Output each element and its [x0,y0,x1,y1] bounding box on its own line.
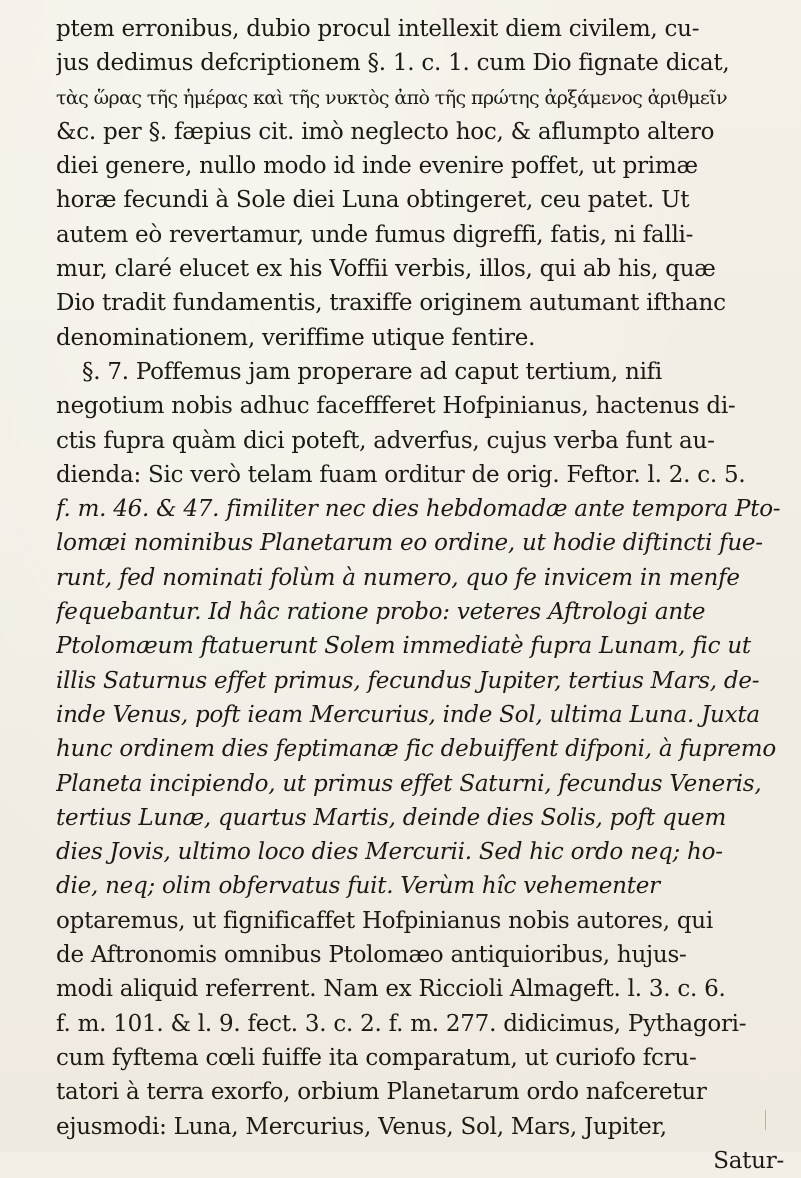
text-line-2: jus dedimus defcriptionem §. 1. c. 1. cum Dio fignate dicat, [56,50,730,77]
text-line-4: &c. per §. fæpius cit. imò neglecto hoc, & aflumpto altero [56,118,715,145]
text-line-24: tertius Lunæ, quartus Martis, deinde dies Solis, poft quem [56,804,726,831]
text-line-5: diei genere, nullo modo id inde evenire poffet, ut primæ [56,153,698,180]
text-line-26: die, neq; olim obfervatus fuit. Verùm hîc vehementer [56,873,660,900]
text-line-11-section: §. 7. Poffemus jam properare ad caput tertium, nifi [82,358,663,385]
text-line-3-greek: τὰς ὥρας τῆς ἡμέρας καὶ τῆς νυκτὸς ἀπὸ τῆς πρώτης ἀρξάμενος ἀριθμεῖν [56,86,727,109]
text-line-10: denominationem, veriffime utique fentire. [56,324,536,351]
text-line-29: modi aliquid referrent. Nam ex Riccioli Almageft. l. 3. c. 6. [56,976,726,1003]
text-line-17: runt, fed nominati folùm à numero, quo fe invicem in menfe [56,564,740,591]
text-line-33: ejusmodi: Luna, Mercurius, Venus, Sol, Mars, Jupiter, [56,1113,667,1140]
text-line-12: negotium nobis adhuc faceffferet Hofpinianus, hactenus di- [56,393,736,420]
text-line-32: tatori à terra exorfo, orbium Planetarum ordo nafceretur [56,1079,707,1106]
text-line-13: ctis fupra quàm dici poteft, adverfus, cujus verba funt au- [56,427,715,454]
text-line-27: optaremus, ut fignificaffet Hofpinianus nobis autores, qui [56,907,713,934]
text-line-14: dienda: Sic verò telam fuam orditur de orig. Feftor. l. 2. c. 5. [56,461,746,488]
text-line-9: Dio tradit fundamentis, traxiffe originem autumant ifthanc [56,290,726,317]
text-line-6: horæ fecundi à Sole diei Luna obtingeret, ceu patet. Ut [56,187,690,214]
text-line-30: f. m. 101. & l. 9. fect. 3. c. 2. f. m. 277. didicimus, Pythagori- [56,1010,747,1037]
text-line-19: Ptolomæum ftatuerunt Solem immediatè fupra Lunam, fic ut [56,633,751,660]
text-line-15: f. m. 46. & 47. fimiliter nec dies hebdomadæ ante tempora Pto- [56,496,781,523]
text-line-8: mur, claré elucet ex his Voffii verbis, illos, qui ab his, quæ [56,256,716,283]
text-line-21: inde Venus, poft ieam Mercurius, inde Sol, ultima Luna. Juxta [56,701,760,728]
paper-fold-mark [765,1110,766,1130]
text-line-25: dies Jovis, ultimo loco dies Mercurii. Sed hic ordo neq; ho- [56,839,723,866]
text-line-31: cum fyftema cœli fuiffe ita comparatum, ut curiofo fcru- [56,1044,697,1071]
text-line-23: Planeta incipiendo, ut primus effet Saturni, fecundus Veneris, [56,770,762,797]
text-line-28: de Aftronomis omnibus Ptolomæo antiquioribus, hujus- [56,942,687,969]
text-line-16: lomæi nominibus Planetarum eo ordine, ut hodie diftincti fue- [56,530,763,557]
text-line-20: illis Saturnus effet primus, fecundus Jupiter, tertius Mars, de- [56,667,760,694]
text-line-1: ptem erronibus, dubio procul intellexit diem civilem, cu- [56,16,700,42]
text-line-18: fequebantur. Id hâc ratione probo: veteres Aftrologi ante [56,599,706,626]
text-line-7: autem eò revertamur, unde fumus digreffi, fatis, ni falli- [56,221,694,248]
text-line-22: hunc ordinem dies feptimanæ fic debuiffent difponi, à fupremo [56,736,776,763]
catchword: Satur- [713,1147,784,1174]
page-text [56,12,784,1178]
